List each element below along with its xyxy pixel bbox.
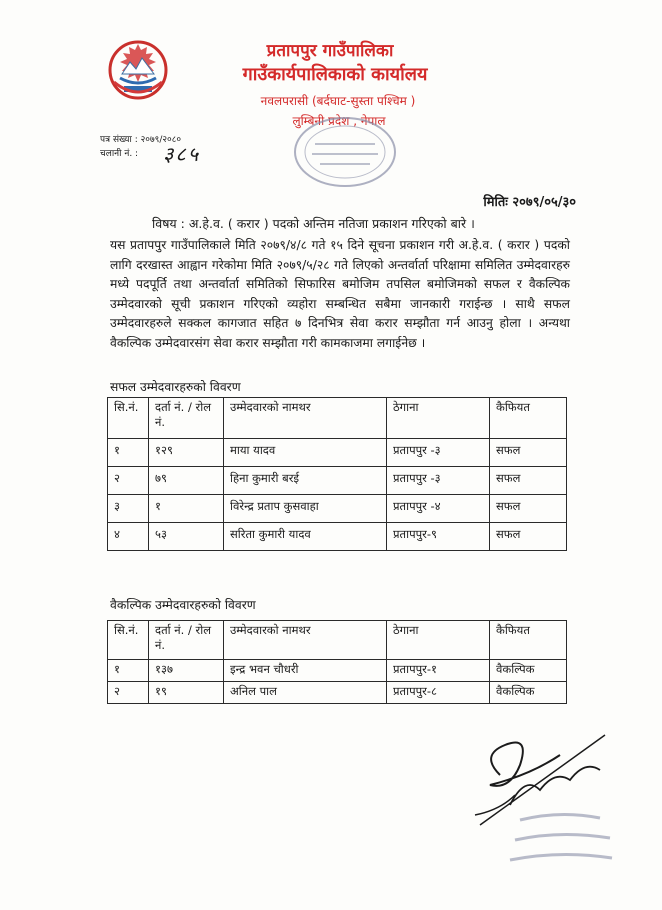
successful-candidates-table	[107, 397, 567, 551]
cell-serial: २	[108, 682, 149, 704]
cell-address: प्रतापपुर -३	[387, 467, 490, 495]
cell-remarks: सफल	[490, 439, 567, 467]
cell-address: प्रतापपुर-८	[387, 682, 490, 704]
table-header-row	[108, 621, 567, 660]
cell-address: प्रतापपुर-१	[387, 660, 490, 682]
cell-roll: ७९	[149, 467, 224, 495]
col-remarks: कैफियत	[490, 398, 567, 439]
table-row	[108, 523, 567, 551]
col-serial: सि.नं.	[108, 398, 149, 439]
cell-address: प्रतापपुर -४	[387, 495, 490, 523]
cell-serial: २	[108, 467, 149, 495]
cell-roll: १	[149, 495, 224, 523]
document-date: मितिः २०७९/०५/३०	[483, 195, 576, 210]
officer-stamp	[500, 800, 620, 880]
cell-roll: १२९	[149, 439, 224, 467]
cell-roll: १३७	[149, 660, 224, 682]
office-name-line1: प्रतापपुर गाउँपालिका	[266, 41, 394, 61]
cell-serial: ४	[108, 523, 149, 551]
cell-roll: ५३	[149, 523, 224, 551]
table-row	[108, 495, 567, 523]
col-name: उम्मेदवारको नामथर	[224, 621, 387, 660]
cell-address: प्रतापपुर-९	[387, 523, 490, 551]
notice-body: यस प्रतापपुर गाउँपालिकाले मिति २०७९/४/८ गते १५ दिने सूचना प्रकाशन गरी अ.हे.व. ( करार ) पदको लागि दरखास्त आह्वान गरेकोमा मिति २०७९/५/२८ गते लिएको अन्तर्वार्ता परिक्षामा समिलित उम्मेदवारहरु मध्ये पदपूर्ति तथा अन्तर्वार्ता समितिको सिफारिस बमोजिम तपसिल बमोजिमको सफल र वैकल्पिक उम्मेदवारको सूची प्रकाशन गरिएको व्यहोरा सम्बन्धित सबैमा जानकारी गराईन्छ । साथै सफल उम्मेदवारहरुले सक्कल कागजात सहित ७ दिनभित्र सेवा करार सम्झौता गर्न आउनु होला । अन्यथा वैकल्पिक उम्मेदवारसंग सेवा करार सम्झौता गरी कामकाजमा लगाईनेछ ।	[110, 238, 570, 350]
cell-name: इन्द्र भवन चौधरी	[224, 660, 387, 682]
alternate-candidates-title: वैकल्पिक उम्मेदवारहरुको विवरण	[110, 598, 256, 612]
col-address: ठेगाना	[387, 621, 490, 660]
col-roll: दर्ता नं. / रोल नं.	[149, 398, 224, 439]
municipality-logo	[108, 38, 168, 102]
subject-line: विषय : अ.हे.व. ( करार ) पदको अन्तिम नतिजा प्रकाशन गरिएको बारे ।	[152, 216, 475, 231]
cell-remarks: वैकल्पिक	[490, 682, 567, 704]
cell-name: विरेन्द्र प्रताप कुसवाहा	[224, 495, 387, 523]
cell-address: प्रतापपुर -३	[387, 439, 490, 467]
successful-candidates-title: सफल उम्मेदवारहरुको विवरण	[110, 380, 241, 394]
cell-serial: १	[108, 660, 149, 682]
office-address-line3: नवलपरासी (बर्दघाट-सुस्ता पश्चिम )	[260, 94, 416, 108]
table-row	[108, 439, 567, 467]
cell-name: माया यादव	[224, 439, 387, 467]
col-name: उम्मेदवारको नामथर	[224, 398, 387, 439]
cell-serial: १	[108, 439, 149, 467]
office-seal-stamp	[290, 112, 400, 192]
cell-name: हिना कुमारी बरई	[224, 467, 387, 495]
cell-serial: ३	[108, 495, 149, 523]
office-name-line2: गाउँकार्यपालिकाको कार्यालय	[242, 64, 428, 85]
letter-number: पत्र संख्या : २०७९/२०८०	[100, 135, 182, 145]
cell-remarks: वैकल्पिक	[490, 660, 567, 682]
col-serial: सि.नं.	[108, 621, 149, 660]
cell-remarks: सफल	[490, 523, 567, 551]
cell-remarks: सफल	[490, 467, 567, 495]
cell-name: सरिता कुमारी यादव	[224, 523, 387, 551]
cell-name: अनिल पाल	[224, 682, 387, 704]
table-header-row	[108, 398, 567, 439]
dispatch-number-handwritten: ३८५	[163, 142, 201, 166]
table-row	[108, 682, 567, 704]
alternate-candidates-table	[107, 620, 567, 704]
cell-remarks: सफल	[490, 495, 567, 523]
table-row	[108, 660, 567, 682]
col-roll: दर्ता नं. / रोल नं.	[149, 621, 224, 660]
cell-roll: १९	[149, 682, 224, 704]
dispatch-number-label: चलानी नं. :	[100, 149, 139, 159]
table-row	[108, 467, 567, 495]
col-remarks: कैफियत	[490, 621, 567, 660]
col-address: ठेगाना	[387, 398, 490, 439]
office-address-line4: लुम्बिनी प्रदेश , नेपाल	[292, 114, 386, 128]
